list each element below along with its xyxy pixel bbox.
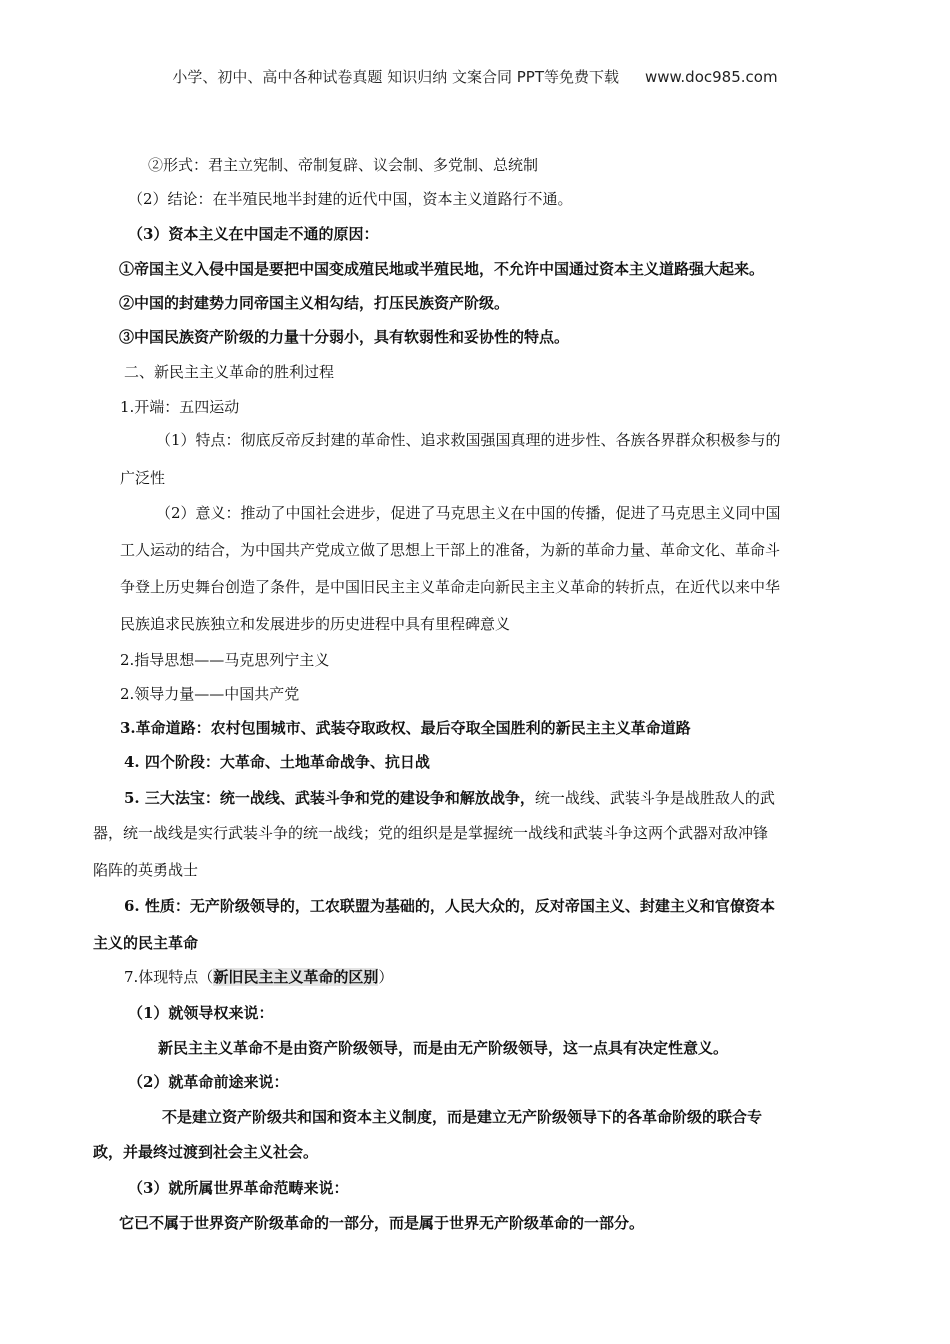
line-four-stages: 4. 四个阶段：大革命、土地革命战争、抗日战: [124, 753, 430, 771]
line-three-treasures: [124, 788, 775, 808]
line-guiding-thought: 2.指导思想——马克思列宁主义: [120, 651, 330, 669]
line-features-cont: 广泛性: [120, 469, 166, 487]
line-three-treasures-3: 陷阵的英勇战士: [93, 861, 199, 879]
characteristics-highlight: 新旧民主主义革命的区别: [213, 968, 379, 986]
section-heading: 二、新民主主义革命的胜利过程: [124, 363, 335, 381]
line-world-detail: 它已不属于世界资产阶级革命的一部分，而是属于世界无产阶级革命的一部分。: [119, 1214, 645, 1232]
line-world-heading: （3）就所属世界革命范畴来说：: [128, 1179, 349, 1197]
line-leadership-heading: （1）就领导权来说：: [128, 1004, 274, 1022]
line-future-detail: 不是建立资产阶级共和国和资本主义制度，而是建立无产阶级领导下的各革命阶级的联合专: [162, 1108, 763, 1126]
line-significance-3: 争登上历史舞台创造了条件，是中国旧民主主义革命走向新民主主义革命的转折点，在近代以来中华: [120, 578, 781, 596]
three-treasures-bold: 5. 三大法宝：统一战线、武装斗争和党的建设争和解放战争，: [124, 789, 535, 807]
line-features: （1）特点：彻底反帝反封建的革命性、追求救国强国真理的进步性、各族各界群众积极参与的: [156, 431, 781, 449]
line-reason-2: ②中国的封建势力同帝国主义相勾结，打压民族资产阶级。: [119, 294, 510, 312]
line-nature-cont: 主义的民主革命: [93, 934, 199, 952]
line-significance-4: 民族追求民族独立和发展进步的历史进程中具有里程碑意义: [120, 615, 511, 633]
line-future-heading: （2）就革命前途来说：: [128, 1073, 289, 1091]
line-revolution-path: 3.革命道路：农村包围城市、武装夺取政权、最后夺取全国胜利的新民主主义革命道路: [120, 719, 691, 737]
line-forms: ②形式：君主立宪制、帝制复辟、议会制、多党制、总统制: [148, 156, 539, 174]
page-header: [0, 66, 950, 87]
line-reason-1: ①帝国主义入侵中国是要把中国变成殖民地或半殖民地，不允许中国通过资本主义道路强大起来。: [119, 260, 765, 278]
line-significance: （2）意义：推动了中国社会进步，促进了马克思主义在中国的传播，促进了马克思主义同中国: [156, 504, 781, 522]
line-nature: 6. 性质：无产阶级领导的，工农联盟为基础的，人民大众的，反对帝国主义、封建主义和官僚资本: [124, 897, 775, 915]
line-future-detail-2: 政，并最终过渡到社会主义社会。: [93, 1143, 319, 1161]
header-text: 小学、初中、高中各种试卷真题 知识归纳 文案合同 PPT等免费下载: [172, 68, 619, 86]
line-significance-2: 工人运动的结合，为中国共产党成立做了思想上干部上的准备，为新的革命力量、革命文化、革命斗: [120, 541, 781, 559]
characteristics-prefix: 7.体现特点（: [124, 968, 214, 986]
characteristics-suffix: ）: [378, 968, 394, 986]
line-three-treasures-2: 器，统一战线是实行武装斗争的统一战线；党的组织是是掌握统一战线和武装斗争这两个武器对敌冲锋: [93, 824, 769, 842]
three-treasures-rest: 统一战线、武装斗争是战胜敌人的武: [534, 789, 775, 807]
line-reason-3: ③中国民族资产阶级的力量十分弱小，具有软弱性和妥协性的特点。: [119, 328, 570, 346]
line-leadership-detail: 新民主主义革命不是由资产阶级领导，而是由无产阶级领导，这一点具有决定性意义。: [158, 1039, 729, 1057]
line-beginning: 1.开端：五四运动: [120, 398, 240, 416]
line-conclusion: （2）结论：在半殖民地半封建的近代中国，资本主义道路行不通。: [128, 190, 573, 208]
line-reasons-heading: （3）资本主义在中国走不通的原因：: [128, 225, 379, 243]
line-leadership: 2.领导力量——中国共产党: [120, 685, 300, 703]
line-characteristics: [124, 967, 393, 987]
header-url[interactable]: www.doc985.com: [644, 68, 778, 86]
